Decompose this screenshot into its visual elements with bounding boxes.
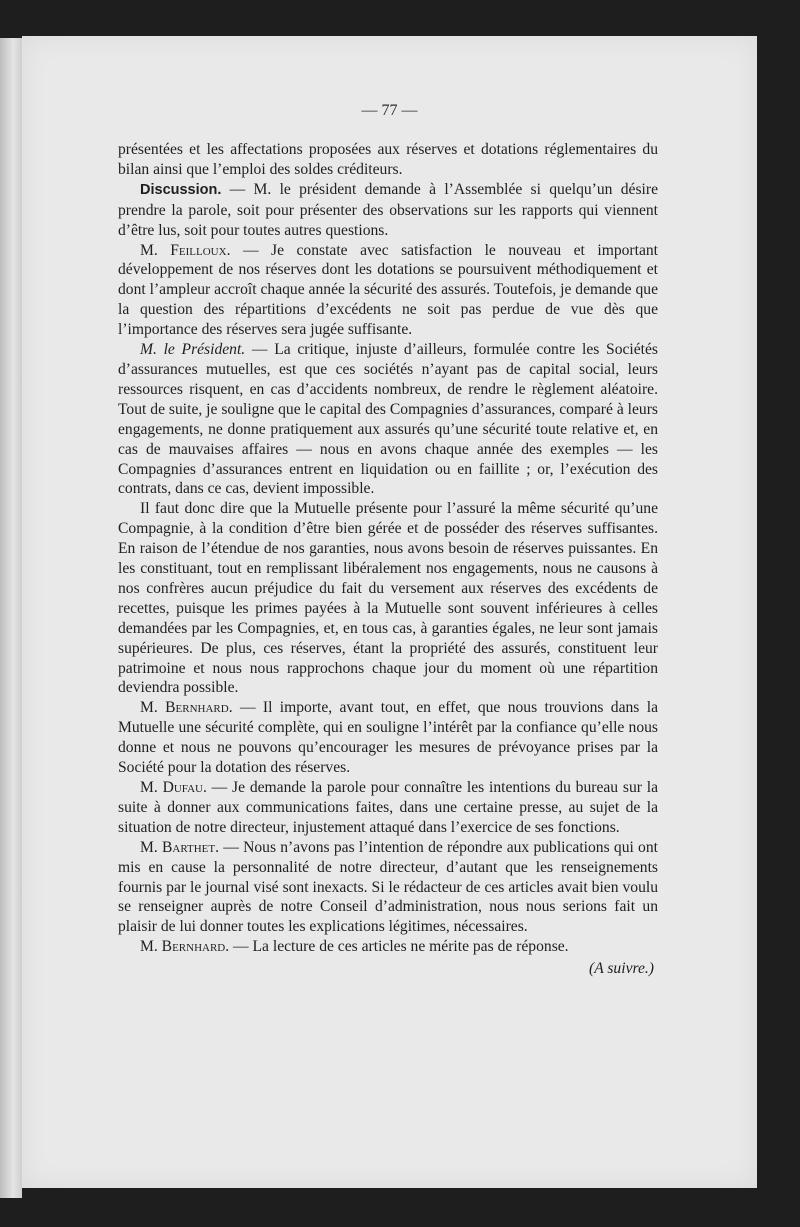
president-paragraph (118, 340, 658, 499)
mutuelle-paragraph: Il faut donc dire que la Mutuelle présente pour l’assuré la même sécurité qu’une Compagnie, à la condition d’être bien gérée et de posséder des réserves suffisantes. En raison de l’étendue de nos garanties, nous avons besoin de réserves puissantes. En les constituant, tout en remplissant libéralement nos engagements, nous ne causons à nos confrères aucun préjudice du fait du versement aux réserves des excédents de recettes, puisque les primes payées à la Mutuelle sont souvent inférieures à celles demandées par les Compagnies, et, en tous cas, à garanties égales, ne leur sont jamais supérieures. De plus, ces réserves, étant la propriété des assurés, constituent leur patrimoine et nous nous rapprochons chaque jour du moment où une répartition deviendra possible. (118, 500, 658, 697)
feilloux-text: — Je constate avec satisfaction le nouveau et important développement de nos réserves dont les dotations se poursuivent méthodiquement et dont l’ampleur accroît chaque année la sécurité des assurés. Toutefois, je demande que la question des répartitions d’excédents ne soit pas perdue de vue dès que l’importance des réserves sera jugée suffisante. (118, 241, 658, 339)
page-body (118, 140, 658, 979)
barthet-paragraph (118, 838, 658, 938)
speaker-prefix: M. (140, 838, 162, 856)
adjacent-page-edge (0, 38, 22, 1198)
discussion-heading: Discussion. (140, 181, 222, 198)
intro-paragraph: présentées et les affectations proposées aux réserves et dotations réglementaires du bilan ainsi que l’emploi des soldes créditeurs. (118, 141, 658, 178)
bernhard-text-2: — La lecture de ces articles ne mérite pas de réponse. (229, 938, 569, 956)
president-text: — La critique, injuste d’ailleurs, formulée contre les Sociétés d’assurances mutuelles, est que ces sociétés n’ayant pas de capital social, leurs ressources risquent, en cas d’accidents nombreux, de rendre le règlement aléatoire. Tout de suite, je souligne que le capital des Compagnies d’assurances, comparé à leurs engagements, ne donne pratiquement aux assurés qu’une sécurité toute relative et, en cas de mauvaises affaires — nous en avons chaque année des exemples — les Compagnies d’assurances entrent en liquidation ou en faillite ; or, l’exécution des contrats, dans ce cas, devient impossible. (118, 341, 658, 498)
dufau-text: — Je demande la parole pour connaître les intentions du bureau sur la suite à donner aux communications faites, dans une certaine presse, au sujet de la situation de notre directeur, injustement attaqué dans l’exercice de ses fonctions. (118, 779, 658, 836)
speaker-name: Barthet. (162, 838, 220, 856)
discussion-paragraph (118, 180, 658, 241)
speaker-name: Feilloux. (170, 241, 231, 259)
feilloux-paragraph (118, 241, 658, 341)
speaker-name: Dufau. (162, 779, 207, 796)
continued-note: (A suivre.) (589, 960, 654, 978)
bernhard-paragraph-1 (118, 698, 658, 778)
speaker-prefix: M. (140, 699, 166, 717)
speaker-name: Bernhard. (161, 938, 230, 956)
speaker-prefix: M. (140, 241, 171, 259)
speaker-prefix: M. (140, 938, 162, 956)
barthet-text: — Nous n’avons pas l’intention de répondre aux publications qui ont mis en cause la personnalité de notre directeur, d’autant que les renseignements fournis par le journal visé sont inexacts. Si le rédacteur de ces articles avait bien voulu se renseigner auprès de notre Conseil d’administration, nous nous serions fait un plaisir de lui donner toutes les explications légitimes, nécessaires. (118, 838, 658, 936)
speaker-prefix: M. (140, 779, 163, 796)
speaker-name: M. le Président. (140, 341, 246, 359)
bernhard-paragraph-2 (118, 937, 658, 957)
dufau-paragraph (118, 778, 658, 838)
bernhard-text-1: — Il importe, avant tout, en effet, que nous trouvions dans la Mutuelle une sécurité complète, qui en souligne l’intérêt par la confiance qu’elle nous donne et nous ne pouvons qu’encourager les mesures de prévoyance prises par la Société pour la dotation des réserves. (118, 699, 658, 777)
speaker-name: Bernhard. (165, 699, 233, 717)
page-number: — 77 — (361, 102, 418, 119)
discussion-text: — M. le président demande à l’Assemblée si quelqu’un désire prendre la parole, soit pour présenter des observations sur les rapports qui viennent d’être lus, soit pour toutes autres questions. (118, 180, 658, 239)
book-page (22, 36, 757, 1188)
